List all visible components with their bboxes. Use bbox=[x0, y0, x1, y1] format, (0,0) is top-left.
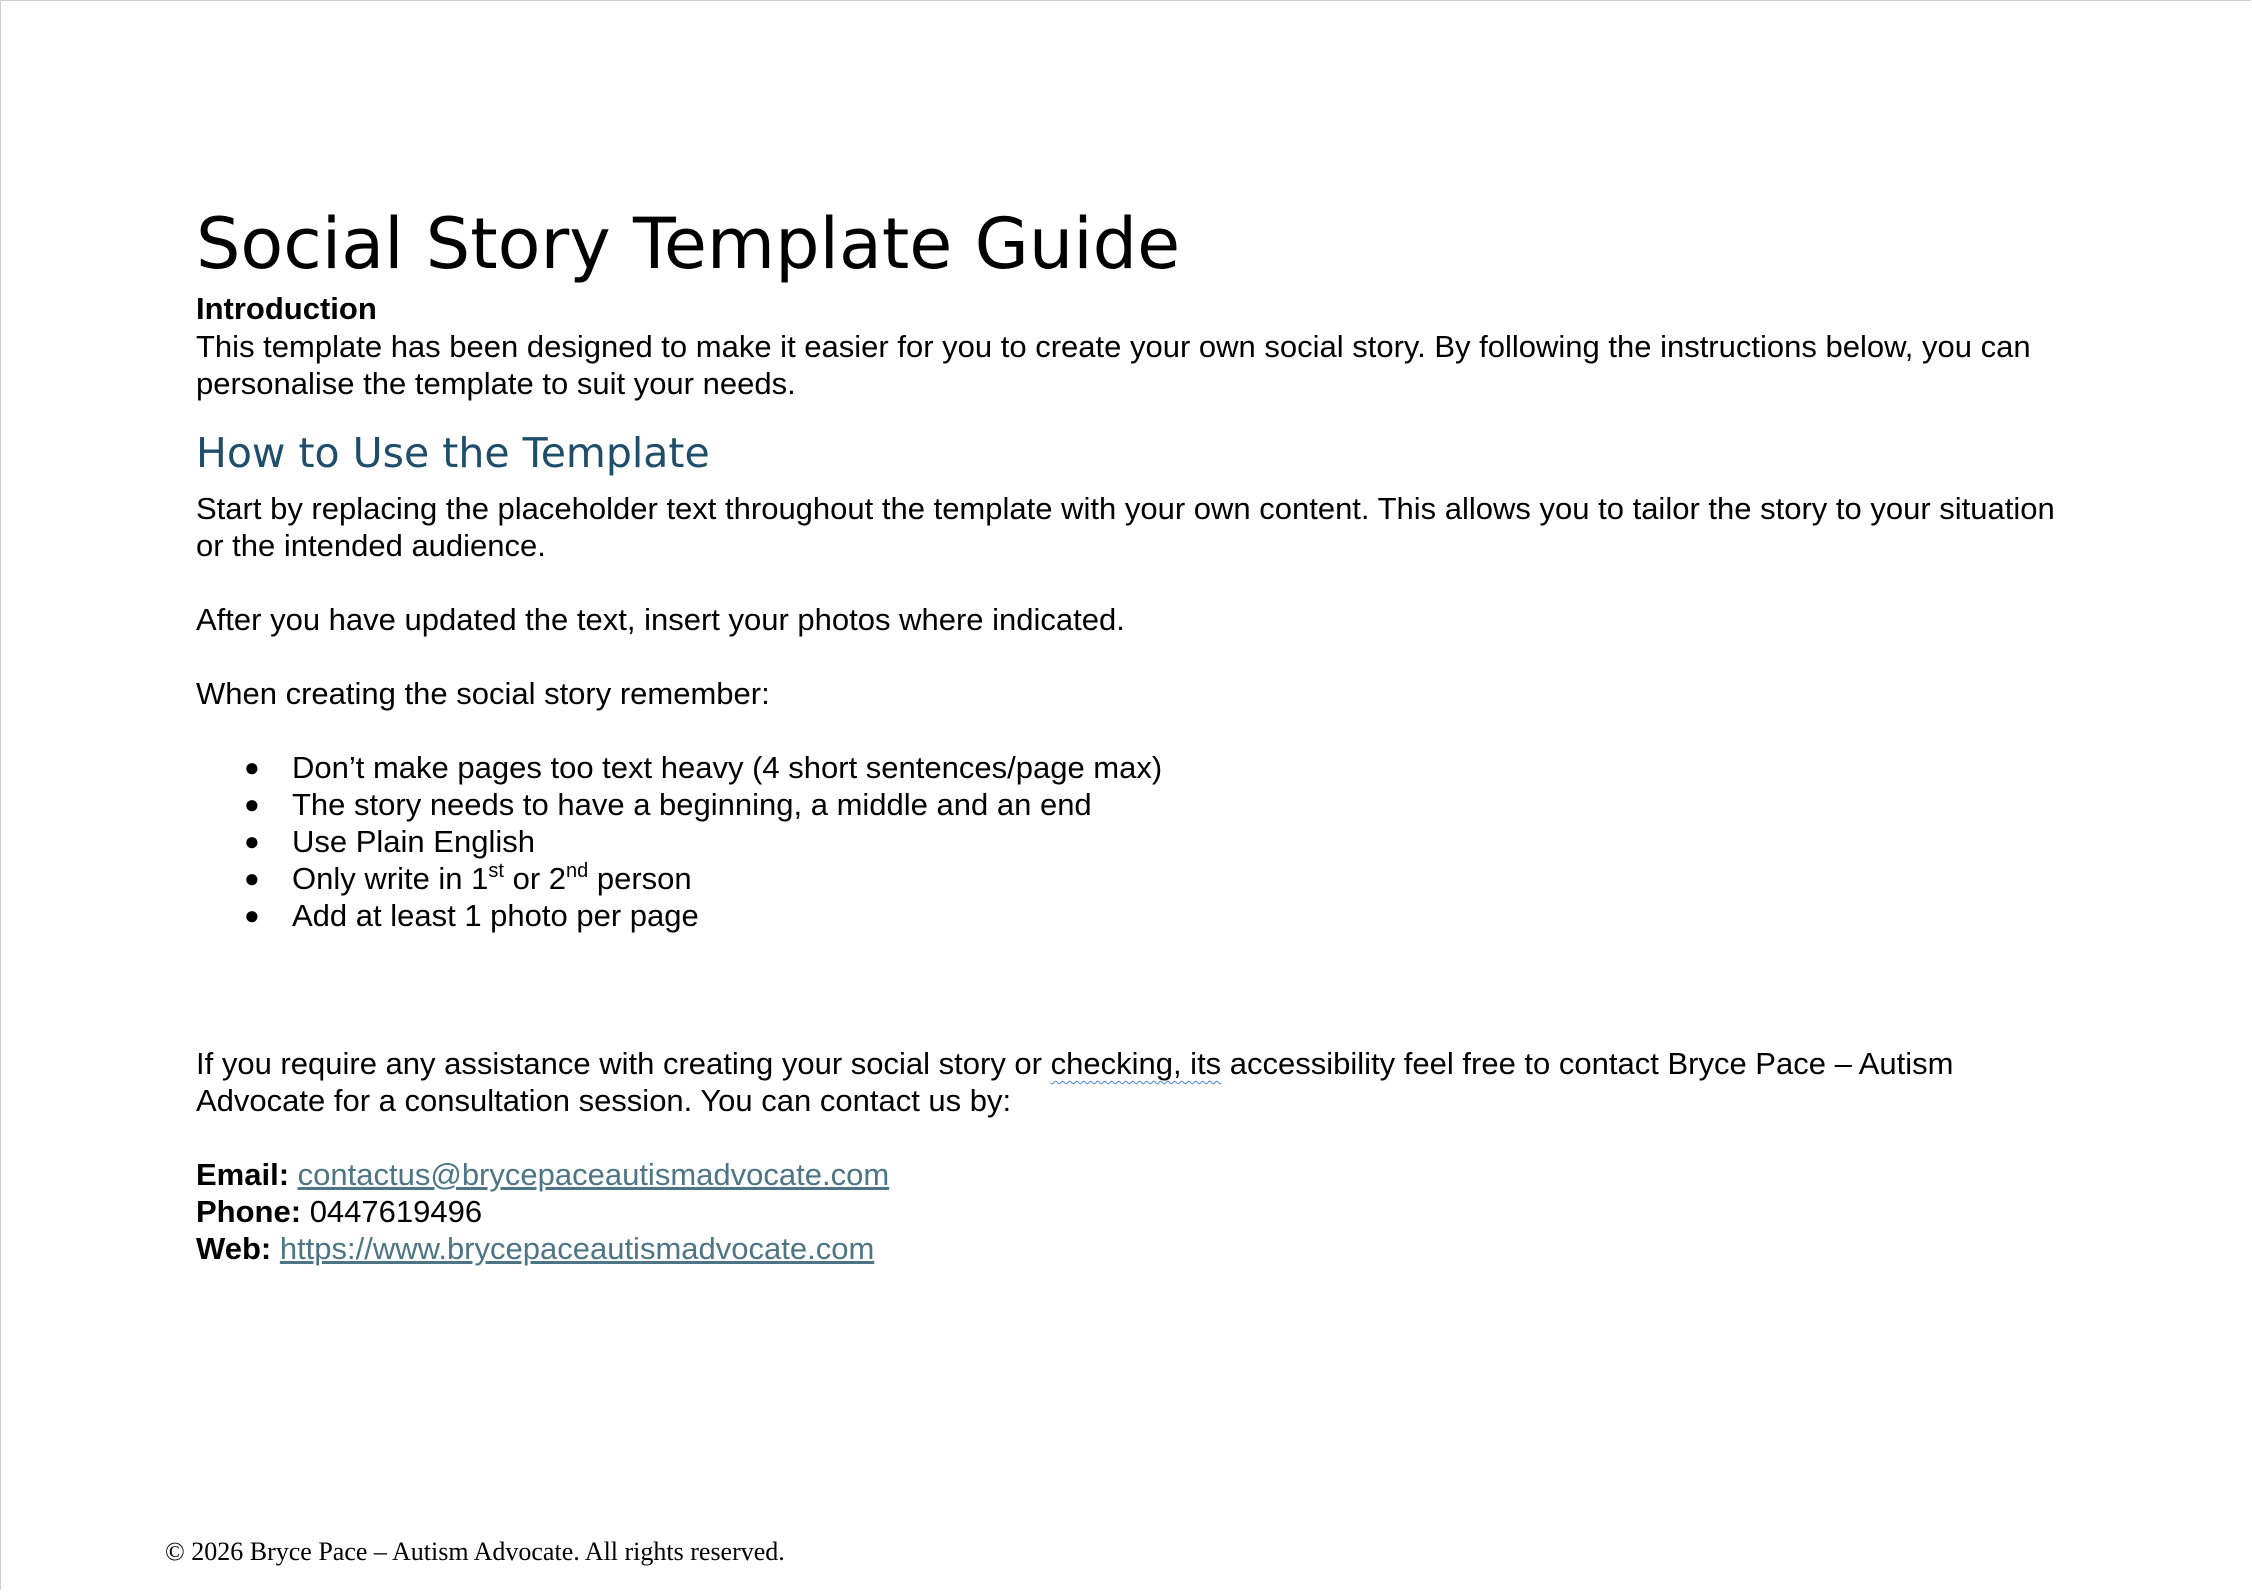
ordinal-suffix: st bbox=[488, 860, 504, 882]
contact-email-row bbox=[196, 1156, 2056, 1193]
how-to-heading: How to Use the Template bbox=[196, 429, 710, 477]
document-body bbox=[196, 199, 2056, 1267]
assistance-paragraph bbox=[196, 1045, 2056, 1119]
bullet-icon: ● bbox=[244, 826, 260, 856]
bullet-icon: ● bbox=[244, 900, 260, 930]
copyright-footer: © 2026 Bryce Pace – Autism Advocate. All rights reserved. bbox=[165, 1537, 785, 1566]
bullet-icon: ● bbox=[244, 789, 260, 819]
contact-phone-row bbox=[196, 1193, 2056, 1230]
list-item-text: Don’t make pages too text heavy (4 short sentences/page max) bbox=[292, 750, 1163, 785]
list-item bbox=[196, 786, 2056, 823]
list-item-text-part: or 2 bbox=[503, 861, 566, 896]
spacer bbox=[196, 971, 2056, 1008]
spacer bbox=[196, 564, 2056, 601]
spacer bbox=[196, 934, 2056, 971]
spellcheck-flagged-text[interactable]: checking, its bbox=[1050, 1046, 1222, 1081]
list-item-text-part: Only write in 1 bbox=[292, 861, 489, 896]
list-item-text: The story needs to have a beginning, a middle and an end bbox=[292, 787, 1092, 822]
list-item-text-part: person bbox=[588, 861, 692, 896]
web-link[interactable]: https://www.brycepaceautismadvocate.com bbox=[279, 1231, 875, 1266]
how-to-paragraph-replace: Start by replacing the placeholder text throughout the template with your own content. This allows you to tailor the story to your situation or the intended audience. bbox=[196, 491, 2055, 563]
list-item bbox=[196, 897, 2056, 934]
introduction-heading: Introduction bbox=[196, 291, 377, 326]
list-item-text bbox=[292, 861, 692, 896]
assistance-text: If you require any assistance with creating your social story or bbox=[196, 1046, 1051, 1081]
spacer bbox=[196, 1008, 2056, 1045]
contact-web-row bbox=[196, 1230, 2056, 1267]
ordinal-suffix: nd bbox=[566, 860, 589, 882]
list-item bbox=[196, 823, 2056, 860]
list-item bbox=[196, 749, 2056, 786]
tips-list bbox=[196, 749, 2056, 934]
email-label: Email: bbox=[196, 1157, 290, 1192]
how-to-paragraph-remember: When creating the social story remember: bbox=[196, 676, 770, 711]
introduction-paragraph: This template has been designed to make it easier for you to create your own social story. By following the instructions below, you can personalise the template to suit your needs. bbox=[196, 329, 2031, 401]
spacer bbox=[196, 1119, 2056, 1156]
bullet-icon: ● bbox=[244, 863, 260, 893]
list-item bbox=[196, 860, 2056, 897]
phone-label: Phone: bbox=[196, 1194, 302, 1229]
email-link[interactable]: contactus@brycepaceautismadvocate.com bbox=[297, 1157, 890, 1192]
spacer bbox=[196, 712, 2056, 749]
web-label: Web: bbox=[196, 1231, 272, 1266]
spacer bbox=[196, 638, 2056, 675]
list-item-text: Use Plain English bbox=[292, 824, 535, 859]
assistance-text: accessibility feel free to contact Bryce Pace – Autism Advocate for a consultation session. You can contact us by: bbox=[196, 1046, 1954, 1118]
how-to-paragraph-photos: After you have updated the text, insert your photos where indicated. bbox=[196, 602, 1125, 637]
document-title: Social Story Template Guide bbox=[196, 203, 1181, 285]
phone-value: 0447619496 bbox=[309, 1194, 483, 1229]
bullet-icon: ● bbox=[244, 752, 260, 782]
list-item-text: Add at least 1 photo per page bbox=[292, 898, 699, 933]
